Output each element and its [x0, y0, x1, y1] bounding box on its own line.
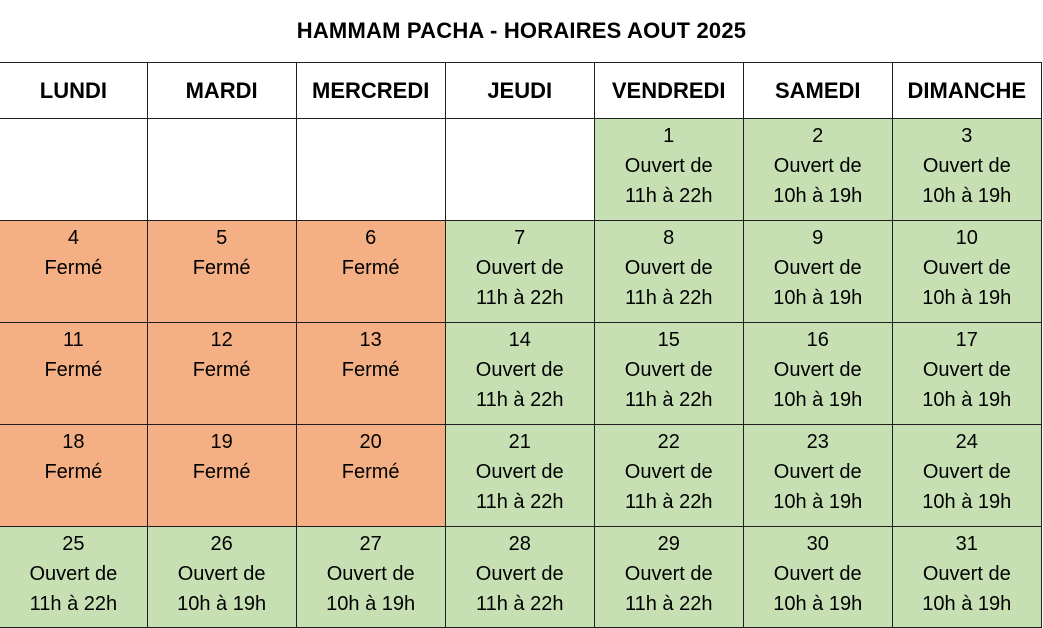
opening-hours-line: 11h à 22h [475, 593, 564, 615]
day-number: 2 [812, 125, 824, 147]
day-cell-closed [296, 323, 445, 425]
day-cell-open [892, 527, 1041, 628]
day-number: 18 [62, 431, 85, 453]
day-number: 14 [508, 329, 531, 351]
opening-hours-line: Ouvert de [624, 461, 713, 483]
closed-label: Fermé [341, 461, 400, 483]
closed-label: Fermé [341, 359, 400, 381]
weekday-header-samedi: SAMEDI [743, 63, 892, 119]
day-cell-open [147, 527, 296, 628]
day-number: 5 [216, 227, 228, 249]
day-cell-open [445, 323, 594, 425]
day-cell-open [594, 119, 743, 221]
day-cell-closed [0, 323, 147, 425]
closed-label: Fermé [192, 359, 251, 381]
opening-hours-line: Ouvert de [326, 563, 415, 585]
empty-day-cell [445, 119, 594, 221]
day-number: 23 [806, 431, 829, 453]
day-number: 19 [210, 431, 233, 453]
day-number: 13 [359, 329, 382, 351]
opening-hours-line: 10h à 19h [922, 185, 1012, 207]
calendar-week-row [0, 527, 1042, 628]
opening-hours-line: 11h à 22h [624, 185, 713, 207]
weekday-header-jeudi: JEUDI [445, 63, 594, 119]
opening-hours-line: 11h à 22h [624, 287, 713, 309]
day-cell-open [743, 119, 892, 221]
opening-hours-line: Ouvert de [475, 563, 564, 585]
empty-day-cell [296, 119, 445, 221]
opening-hours-line: 11h à 22h [29, 593, 118, 615]
opening-hours-line: Ouvert de [624, 155, 713, 177]
opening-hours-line: 11h à 22h [624, 593, 713, 615]
opening-hours-line: Ouvert de [922, 461, 1011, 483]
day-cell-closed [147, 323, 296, 425]
day-number: 30 [806, 533, 829, 555]
opening-hours-line: Ouvert de [773, 359, 862, 381]
day-cell-open [892, 425, 1041, 527]
opening-hours-line: 10h à 19h [326, 593, 416, 615]
day-cell-open [445, 425, 594, 527]
day-number: 15 [657, 329, 680, 351]
opening-hours-line: 10h à 19h [922, 593, 1012, 615]
day-cell-closed [296, 221, 445, 323]
opening-hours-line: 11h à 22h [475, 389, 564, 411]
day-number: 26 [210, 533, 233, 555]
calendar-body [0, 119, 1042, 628]
day-cell-open [743, 221, 892, 323]
weekday-header-mardi: MARDI [147, 63, 296, 119]
day-number: 7 [514, 227, 526, 249]
day-number: 11 [62, 329, 84, 351]
schedule-calendar [0, 62, 1042, 628]
page-title: HAMMAM PACHA - HORAIRES AOUT 2025 [296, 18, 747, 43]
closed-label: Fermé [44, 257, 103, 279]
day-cell-open [296, 527, 445, 628]
empty-day-cell [147, 119, 296, 221]
opening-hours-line: Ouvert de [773, 155, 862, 177]
day-cell-open [0, 527, 147, 628]
weekday-header-mercredi: MERCREDI [296, 63, 445, 119]
opening-hours-line: 11h à 22h [624, 389, 713, 411]
opening-hours-line: 10h à 19h [922, 491, 1012, 513]
calendar-week-row [0, 119, 1042, 221]
day-cell-closed [0, 425, 147, 527]
day-number: 20 [359, 431, 382, 453]
opening-hours-line: Ouvert de [922, 257, 1011, 279]
opening-hours-line: Ouvert de [475, 461, 564, 483]
day-number: 1 [663, 125, 675, 147]
opening-hours-line: 10h à 19h [922, 389, 1012, 411]
opening-hours-line: 10h à 19h [177, 593, 267, 615]
day-number: 21 [508, 431, 531, 453]
day-number: 8 [663, 227, 675, 249]
opening-hours-line: 11h à 22h [475, 287, 564, 309]
day-cell-open [743, 323, 892, 425]
opening-hours-line: 10h à 19h [922, 287, 1012, 309]
day-cell-closed [147, 425, 296, 527]
opening-hours-line: Ouvert de [922, 155, 1011, 177]
day-number: 9 [812, 227, 824, 249]
opening-hours-line: Ouvert de [475, 359, 564, 381]
day-number: 29 [657, 533, 680, 555]
day-number: 4 [67, 227, 79, 249]
day-number: 27 [359, 533, 382, 555]
opening-hours-line: Ouvert de [773, 461, 862, 483]
day-cell-open [445, 527, 594, 628]
opening-hours-line: 10h à 19h [773, 287, 863, 309]
day-number: 10 [955, 227, 978, 249]
day-number: 17 [955, 329, 978, 351]
closed-label: Fermé [192, 257, 251, 279]
day-cell-closed [296, 425, 445, 527]
closed-label: Fermé [192, 461, 251, 483]
closed-label: Fermé [341, 257, 400, 279]
day-cell-open [892, 119, 1041, 221]
day-cell-open [594, 425, 743, 527]
day-number: 6 [365, 227, 377, 249]
day-cell-closed [147, 221, 296, 323]
day-number: 3 [961, 125, 973, 147]
opening-hours-line: 11h à 22h [624, 491, 713, 513]
weekday-header-vendredi: VENDREDI [594, 63, 743, 119]
closed-label: Fermé [44, 461, 103, 483]
day-cell-open [892, 323, 1041, 425]
empty-day-cell [0, 119, 147, 221]
opening-hours-line: 10h à 19h [773, 389, 863, 411]
weekday-header-dimanche: DIMANCHE [892, 63, 1041, 119]
day-cell-open [594, 527, 743, 628]
day-cell-open [445, 221, 594, 323]
opening-hours-line: Ouvert de [475, 257, 564, 279]
day-number: 12 [210, 329, 233, 351]
opening-hours-line: Ouvert de [922, 359, 1011, 381]
day-cell-open [743, 425, 892, 527]
day-cell-open [594, 323, 743, 425]
day-cell-open [743, 527, 892, 628]
day-number: 31 [955, 533, 978, 555]
opening-hours-line: 10h à 19h [773, 593, 863, 615]
calendar-week-row [0, 425, 1042, 527]
calendar-week-row [0, 221, 1042, 323]
day-number: 22 [657, 431, 680, 453]
opening-hours-line: Ouvert de [29, 563, 118, 585]
opening-hours-line: 11h à 22h [475, 491, 564, 513]
day-cell-closed [0, 221, 147, 323]
opening-hours-line: Ouvert de [773, 563, 862, 585]
weekday-header-row [0, 63, 1042, 119]
calendar-week-row [0, 323, 1042, 425]
opening-hours-line: Ouvert de [922, 563, 1011, 585]
day-number: 24 [955, 431, 978, 453]
opening-hours-line: Ouvert de [773, 257, 862, 279]
day-cell-open [594, 221, 743, 323]
closed-label: Fermé [44, 359, 103, 381]
day-number: 28 [508, 533, 531, 555]
opening-hours-line: Ouvert de [624, 563, 713, 585]
day-number: 25 [62, 533, 85, 555]
opening-hours-line: 10h à 19h [773, 491, 863, 513]
weekday-header-lundi: LUNDI [0, 63, 147, 119]
day-number: 16 [806, 329, 829, 351]
opening-hours-line: 10h à 19h [773, 185, 863, 207]
day-cell-open [892, 221, 1041, 323]
opening-hours-line: Ouvert de [624, 359, 713, 381]
opening-hours-line: Ouvert de [624, 257, 713, 279]
opening-hours-line: Ouvert de [177, 563, 266, 585]
